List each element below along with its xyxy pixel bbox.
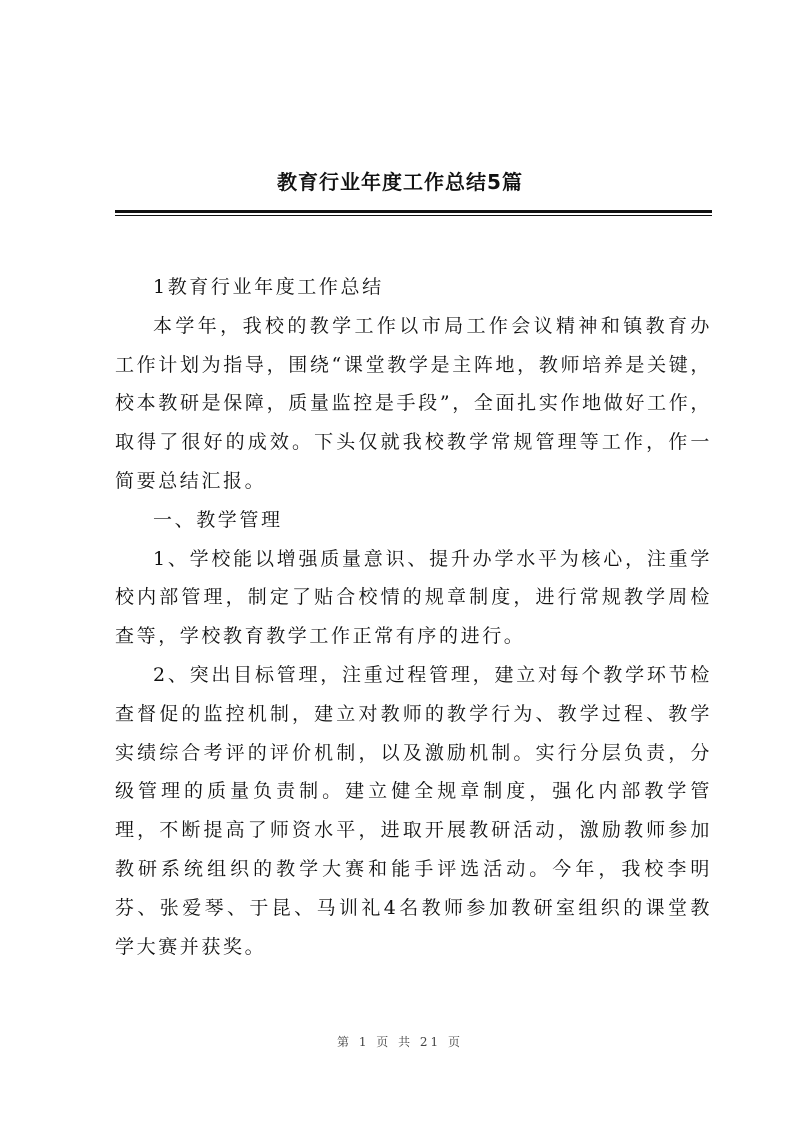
page-footer: 第 1 页 共 21 页 [337,1035,463,1049]
subsection-heading: 一、教学管理 [153,508,283,531]
section-heading: 1教育行业年度工作总结 [153,276,384,298]
body-paragraph: 本学年，我校的教学工作以市局工作会议精神和镇教育办工作计划为指导，围绕“课堂教学是主阵地，教师培养是关键，校本教研是保障，质量监控是手段”，全面扎实作地做好工作，取得了很好的成效。下头仅就我校教学常规管理等工作，作一简要总结汇报。 [115,314,712,492]
title-rule-thick [115,210,712,213]
document-body [115,268,712,966]
document-title: 教育行业年度工作总结5篇 [277,170,523,194]
title-rule-thin [115,215,712,216]
body-paragraph: 2、突出目标管理，注重过程管理，建立对每个教学环节检查督促的监控机制，建立对教师的教学行为、教学过程、教学实绩综合考评的评价机制，以及激励机制。实行分层负责，分级管理的质量负责制。建立健全规章制度，强化内部教学管理，不断提高了师资水平，进取开展教研活动，激励教师参加教研系统组织的教学大赛和能手评选活动。今年，我校李明芬、张爱琴、于昆、马训礼4名教师参加教研室组织的课堂教学大赛并获奖。 [115,663,712,958]
body-paragraph: 1、学校能以增强质量意识、提升办学水平为核心，注重学校内部管理，制定了贴合校情的规章制度，进行常规教学周检查等，学校教育教学工作正常有序的进行。 [115,547,712,648]
